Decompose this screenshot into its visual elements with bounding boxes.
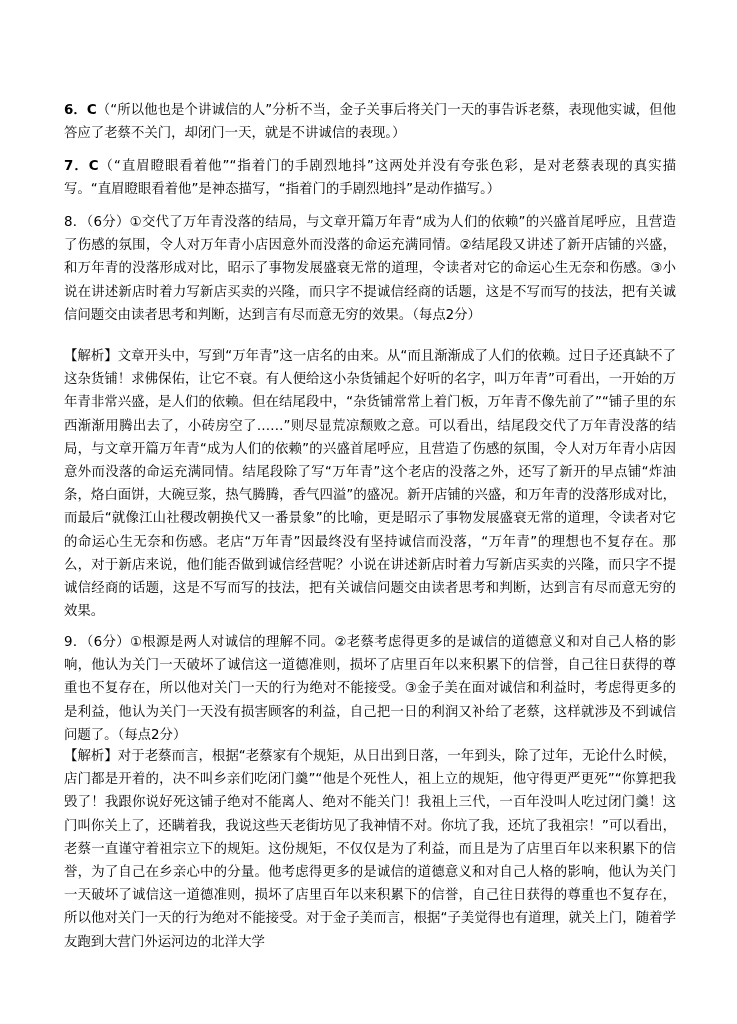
analysis-text: 文章开头中，写到“万年青”这一店名的由来。从“而且渐渐成了人们的依赖。过日子还真缺不了这杂货铺！求佛保佑，让它不衰。有人便给这小杂货铺起个好听的名字，叫万年青”可看出，一开始的万年青非常兴盛，是人们的依赖。但在结尾段中，“杂货铺常常上着门板，万年青不像先前了”“铺子里的东西渐渐用腾出去了，小砖房空了……”则尽显荒凉颓败之意。可以看出，结尾段交代了万年青没落的结局，与文章开篇万年青“成为人们的依赖”的兴盛首尾呼应，且营造了伤感的氛围，令人对万年青小店因意外而没落的命运充满同情。结尾段除了写“万年青”这个老店的没落之外，还写了新开的早点铺“炸油条，烙白面饼，大碗豆浆，热气腾腾，香气四溢”的盛况。新开店铺的兴盛，和万年青的没落形成对比，而最后“就像江山社稷改朝换代又一番景象”的比喻，更是昭示了事物发展盛衰无常的道理，令读者对它的命运心生无奈和伤感。老店“万年青”因最终没有坚持诚信而没落，“万年青”的理想也不复存在。那么，对于新店来说，他们能否做到诚信经营呢？小说在讲述新店时着力写新店买卖的兴隆，而只字不提诚信经商的话题，这是不写而写的技法，把有关诚信问题交由读者思考和判断，达到言有尽而意无穷的效果。 (64, 349, 677, 620)
answer-text: （“所以他也是个讲诚信的人”分析不当，金子关事后将关门一天的事告诉老蔡，表现他实诚，但他答应了老蔡不关门，却闭门一天，就是不讲诚信的表现。） (64, 103, 676, 142)
answer-text: （“直眉瞪眼看着他”“指着门的手剧烈地抖”这两处并没有夸张色彩，是对老蔡表现的真实描写。“直眉瞪眼看着他”是神态描写，“指着门的手剧烈地抖”是动作描写。） (64, 159, 676, 198)
analysis-text: 对于老蔡而言，根据“老蔡家有个规矩，从日出到日落，一年到头，除了过年，无论什么时候，店门都是开着的，决不叫乡亲们吃闭门羹”“他是个死性人，祖上立的规矩，他守得更严更死”“你算把我毁了！我跟你说好死这铺子绝对不能离人、绝对不能关门！我祖上三代，一百年没叫人吃过闭门羹！这门叫你关上了，还瞒着我，我说这些天老街坊见了我神情不对。你坑了我，还坑了我祖宗！”可以看出，老蔡一直谨守着祖宗立下的规矩。这份规矩，不仅仅是为了利益，而且是为了店里百年以来积累下的信誉，为了自己在乡亲心中的分量。他考虑得更多的是诚信的道德意义和对自己人格的影响，他认为关门一天破坏了诚信这一道德准则，损坏了店里百年以来积累下的信誉，自己往日获得的尊重也不复存在，所以他对关门一天的行为绝对不能接受。对于金子美而言，根据“子美觉得也有道理，就关上门，随着学友跑到大营门外运河边的北洋大学 (64, 749, 677, 950)
answer-8 (64, 211, 676, 327)
answer-7 (64, 155, 676, 201)
answer-number: 6．C (64, 103, 97, 118)
answer-text: （6分）①根源是两人对诚信的理解不同。②老蔡考虑得更多的是诚信的道德意义和对自己人格的影响，他认为关门一天破坏了诚信这一道德准则，损坏了店里百年以来积累下的信誉，自己往日获得的尊重也不复存在，所以他对关门一天的行为绝对不能接受。③金子美在面对诚信和利益时，考虑得更多的是利益，他认为关门一天没有损害顾客的利益，自己把一日的利润又补给了老蔡，这样就涉及不到诚信问题了。（每点2分） (64, 635, 676, 743)
analysis-label: 【解析】 (64, 349, 118, 364)
answer-9 (64, 631, 676, 747)
analysis-label: 【解析】 (64, 749, 118, 764)
answer-text: （6分）①交代了万年青没落的结局，与文章开篇万年青“成为人们的依赖”的兴盛首尾呼应，且营造了伤感的氛围，令人对万年青小店因意外而没落的命运充满同情。②结尾段又讲述了新开店铺的兴盛，和万年青的没落形成对比，昭示了事物发展盛衰无常的道理，令读者对它的命运心生无奈和伤感。③小说在讲述新店时着力写新店买卖的兴隆，而只字不提诚信经商的话题，这是不写而写的技法，把有关诚信问题交由读者思考和判断，达到言有尽而意无穷的效果。（每点2分） (64, 215, 676, 323)
answer-number: 7．C (64, 159, 99, 174)
answer-number: 9． (64, 635, 87, 650)
analysis-9 (64, 745, 676, 954)
analysis-8 (64, 345, 676, 623)
answer-number: 8． (64, 215, 87, 230)
answer-6 (64, 99, 676, 145)
